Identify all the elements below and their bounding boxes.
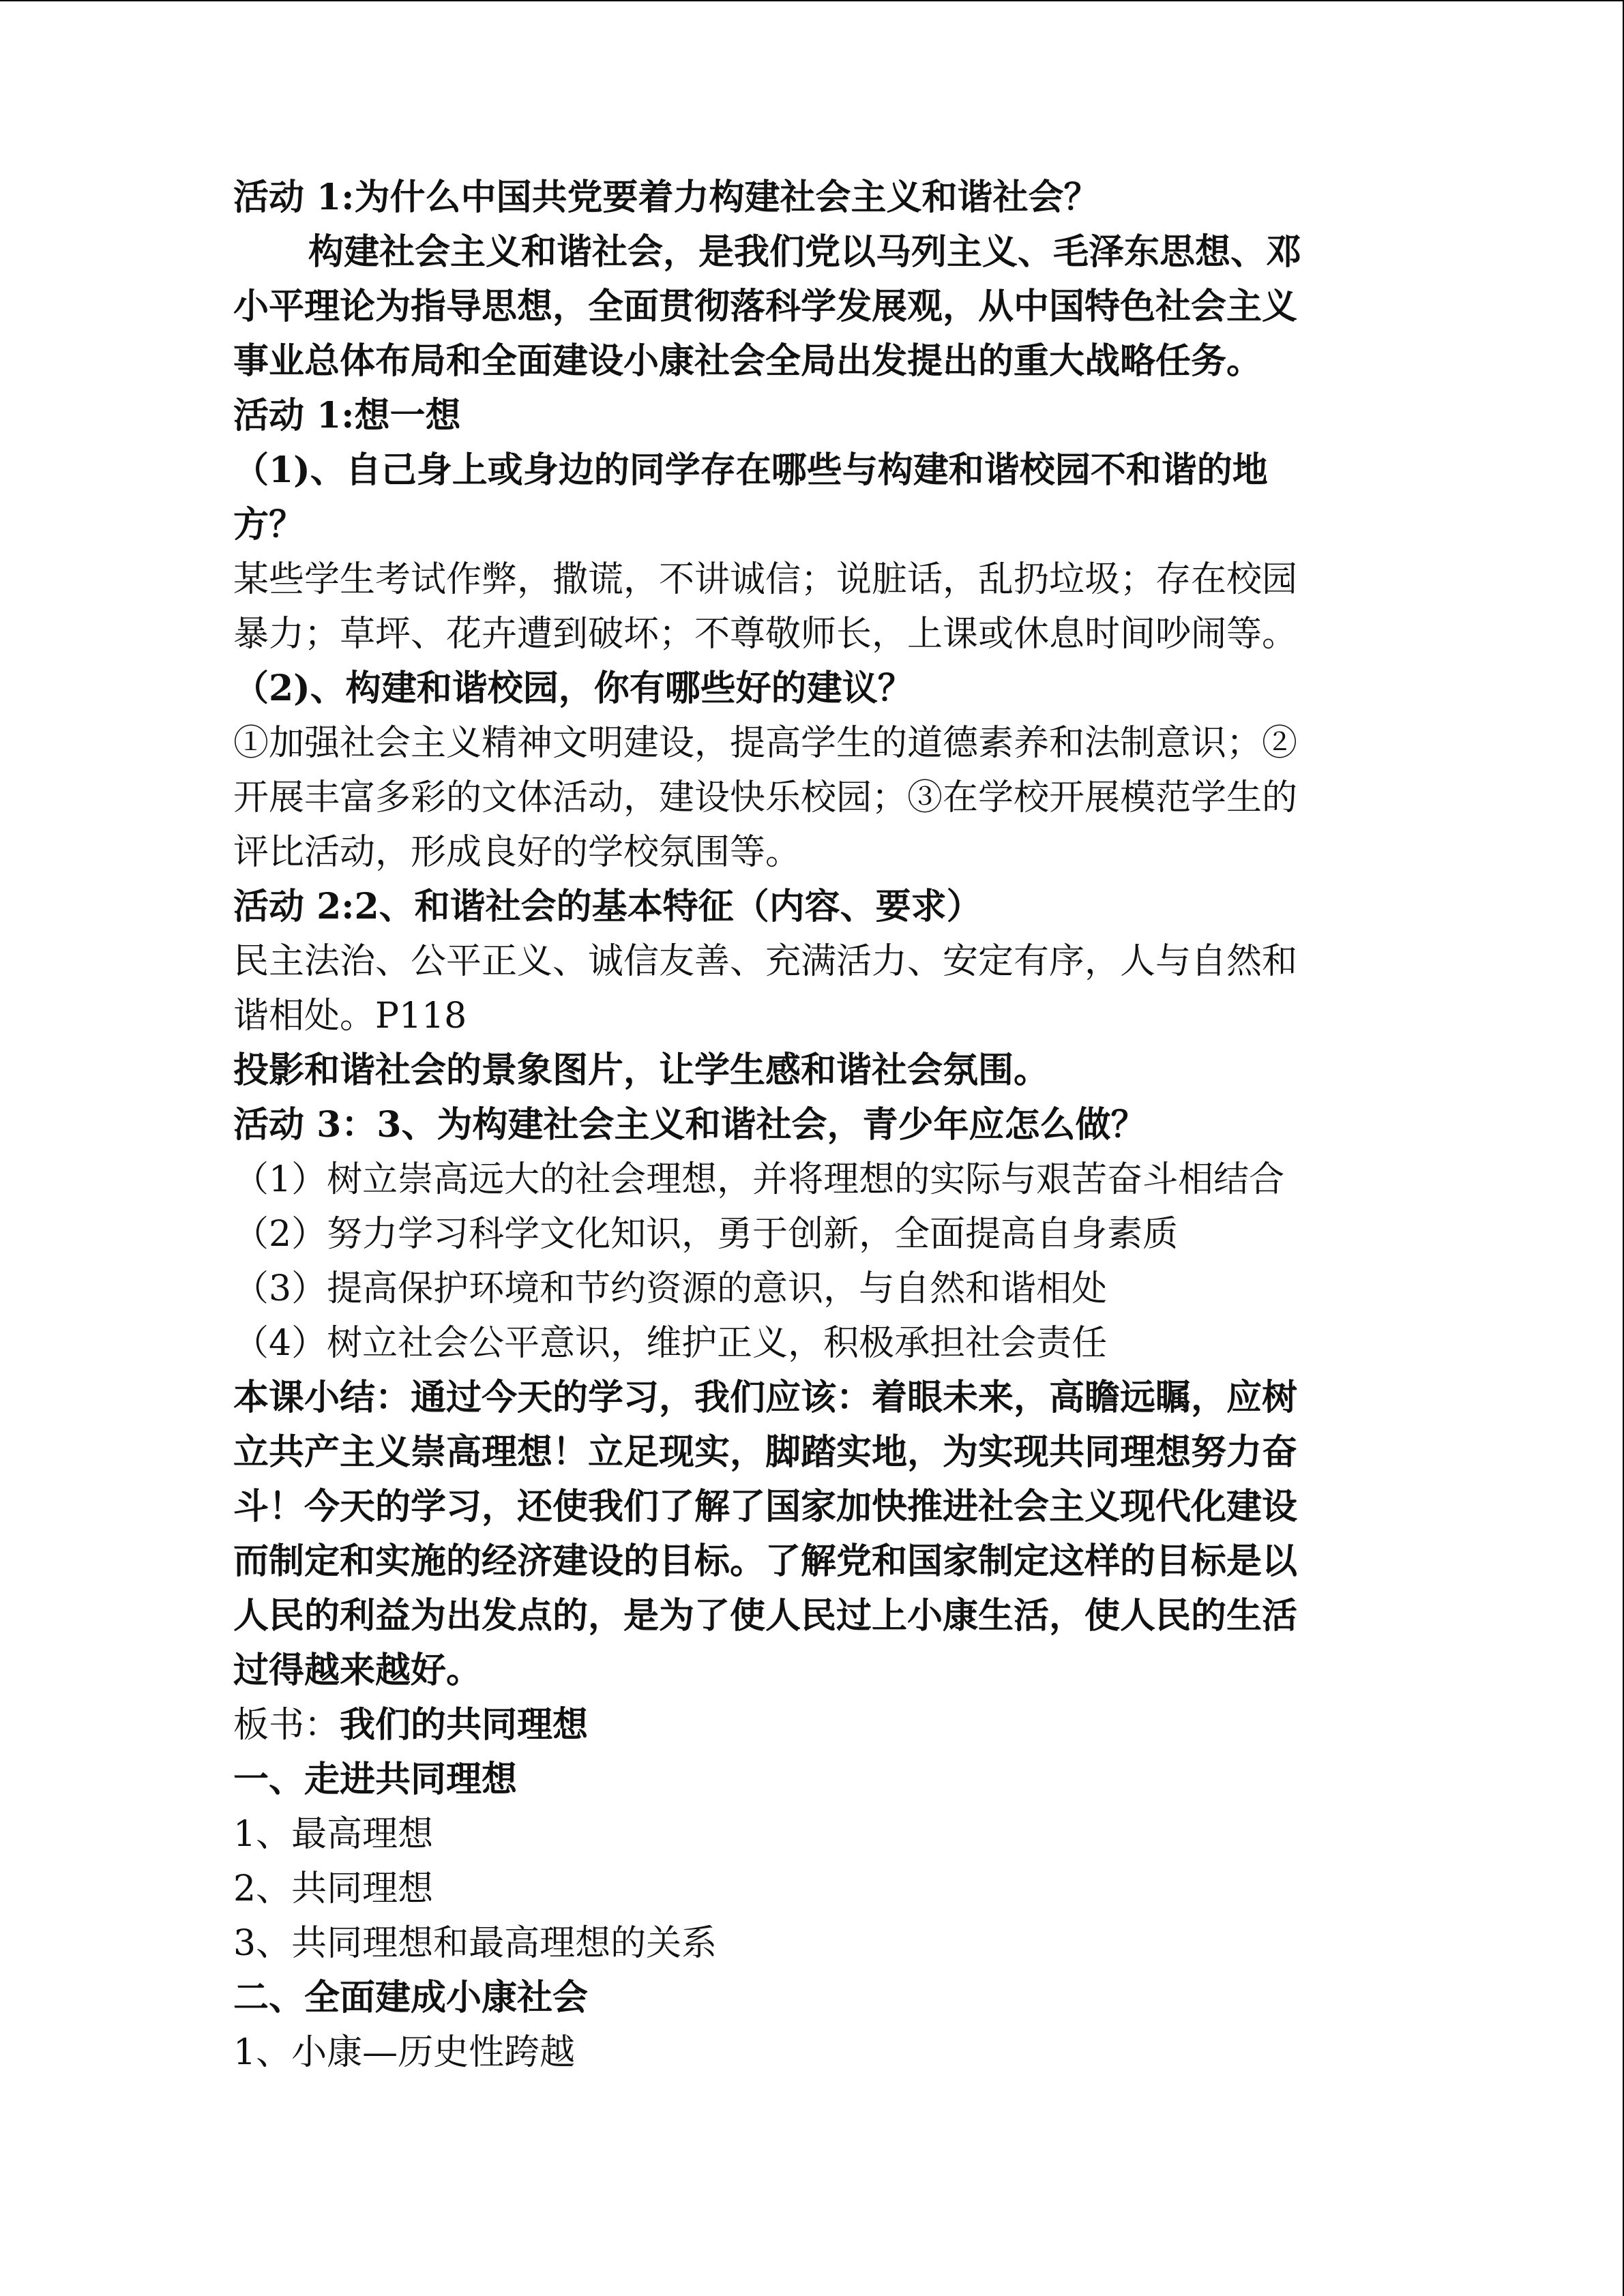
activity-2-body-line: 民主法治、公平正义、诚信友善、充满活力、安定有序，人与自然和: [233, 941, 1298, 982]
section-1-item: 3、共同理想和最高理想的关系: [233, 1923, 718, 1964]
document-body: [233, 170, 1393, 2080]
activity-3-heading: 活动 3：3、为构建社会主义和谐社会，青少年应怎么做？: [233, 1104, 1147, 1146]
question-2-answer-line: 评比活动，形成良好的学校氛围等。: [233, 832, 801, 873]
activity-1-heading: 活动 1:为什么中国共党要着力构建社会主义和谐社会？: [233, 177, 1099, 218]
board-label: 板书：: [233, 1705, 340, 1746]
activity-3-list-item: （3）提高保护环境和节约资源的意识，与自然和谐相处: [233, 1268, 1108, 1309]
activity-1-body-line: 构建社会主义和谐社会，是我们党以马列主义、毛泽东思想、邓: [308, 231, 1302, 273]
activity-1-think-heading: 活动 1:想一想: [233, 395, 461, 436]
section-2-heading: 二、全面建成小康社会: [233, 1977, 589, 2018]
summary-line: 人民的利益为出发点的，是为了使人民过上小康生活，使人民的生活: [233, 1595, 1298, 1637]
summary-line: 立共产主义崇高理想！立足现实，脚踏实地，为实现共同理想努力奋: [233, 1431, 1298, 1473]
activity-3-list-item: （2）努力学习科学文化知识，勇于创新，全面提高自身素质: [233, 1214, 1179, 1255]
summary-line: 斗！今天的学习，还使我们了解了国家加快推进社会主义现代化建设: [233, 1486, 1298, 1527]
question-1-line: 方？: [233, 504, 305, 546]
summary-line: 过得越来越好。: [233, 1650, 482, 1691]
board-title: 我们的共同理想: [340, 1704, 589, 1746]
section-1-item: 1、最高理想: [233, 1814, 434, 1855]
activity-3-list-item: （4）树立社会公平意识，维护正义，积极承担社会责任: [233, 1323, 1108, 1364]
question-2-line: （2)、构建和谐校园，你有哪些好的建议？: [233, 668, 913, 709]
summary-line: 而制定和实施的经济建设的目标。了解党和国家制定这样的目标是以: [233, 1540, 1298, 1582]
summary-line: 本课小结：通过今天的学习，我们应该：着眼未来，高瞻远瞩，应树: [233, 1377, 1298, 1418]
activity-2-body-line: 谐相处。P118: [233, 996, 467, 1037]
section-1-item: 2、共同理想: [233, 1868, 434, 1909]
projection-note: 投影和谐社会的景象图片，让学生感和谐社会氛围。: [233, 1049, 1050, 1091]
activity-1-body-line: 事业总体布局和全面建设小康社会全局出发提出的重大战略任务。: [233, 340, 1263, 382]
section-1-heading: 一、走进共同理想: [233, 1759, 518, 1800]
question-2-answer-line: ①加强社会主义精神文明建设，提高学生的道德素养和法制意识；②: [233, 723, 1298, 764]
question-2-answer-line: 开展丰富多彩的文体活动，建设快乐校园；③在学校开展模范学生的: [233, 777, 1298, 818]
section-2-item: 1、小康—历史性跨越: [233, 2032, 576, 2073]
activity-2-heading: 活动 2:2、和谐社会的基本特征（内容、要求）: [233, 886, 982, 927]
board-heading: [233, 1698, 1393, 1753]
activity-1-body-line: 小平理论为指导思想，全面贯彻落科学发展观，从中国特色社会主义: [233, 286, 1298, 327]
question-1-answer-line: 暴力；草坪、花卉遭到破坏；不尊敬师长，上课或休息时间吵闹等。: [233, 614, 1298, 655]
activity-3-list-item: （1）树立崇高远大的社会理想，并将理想的实际与艰苦奋斗相结合: [233, 1159, 1285, 1200]
question-1-answer-line: 某些学生考试作弊，撒谎，不讲诚信；说脏话，乱扔垃圾；存在校园: [233, 559, 1298, 600]
question-1-line: （1)、自己身上或身边的同学存在哪些与构建和谐校园不和谐的地: [233, 449, 1268, 491]
